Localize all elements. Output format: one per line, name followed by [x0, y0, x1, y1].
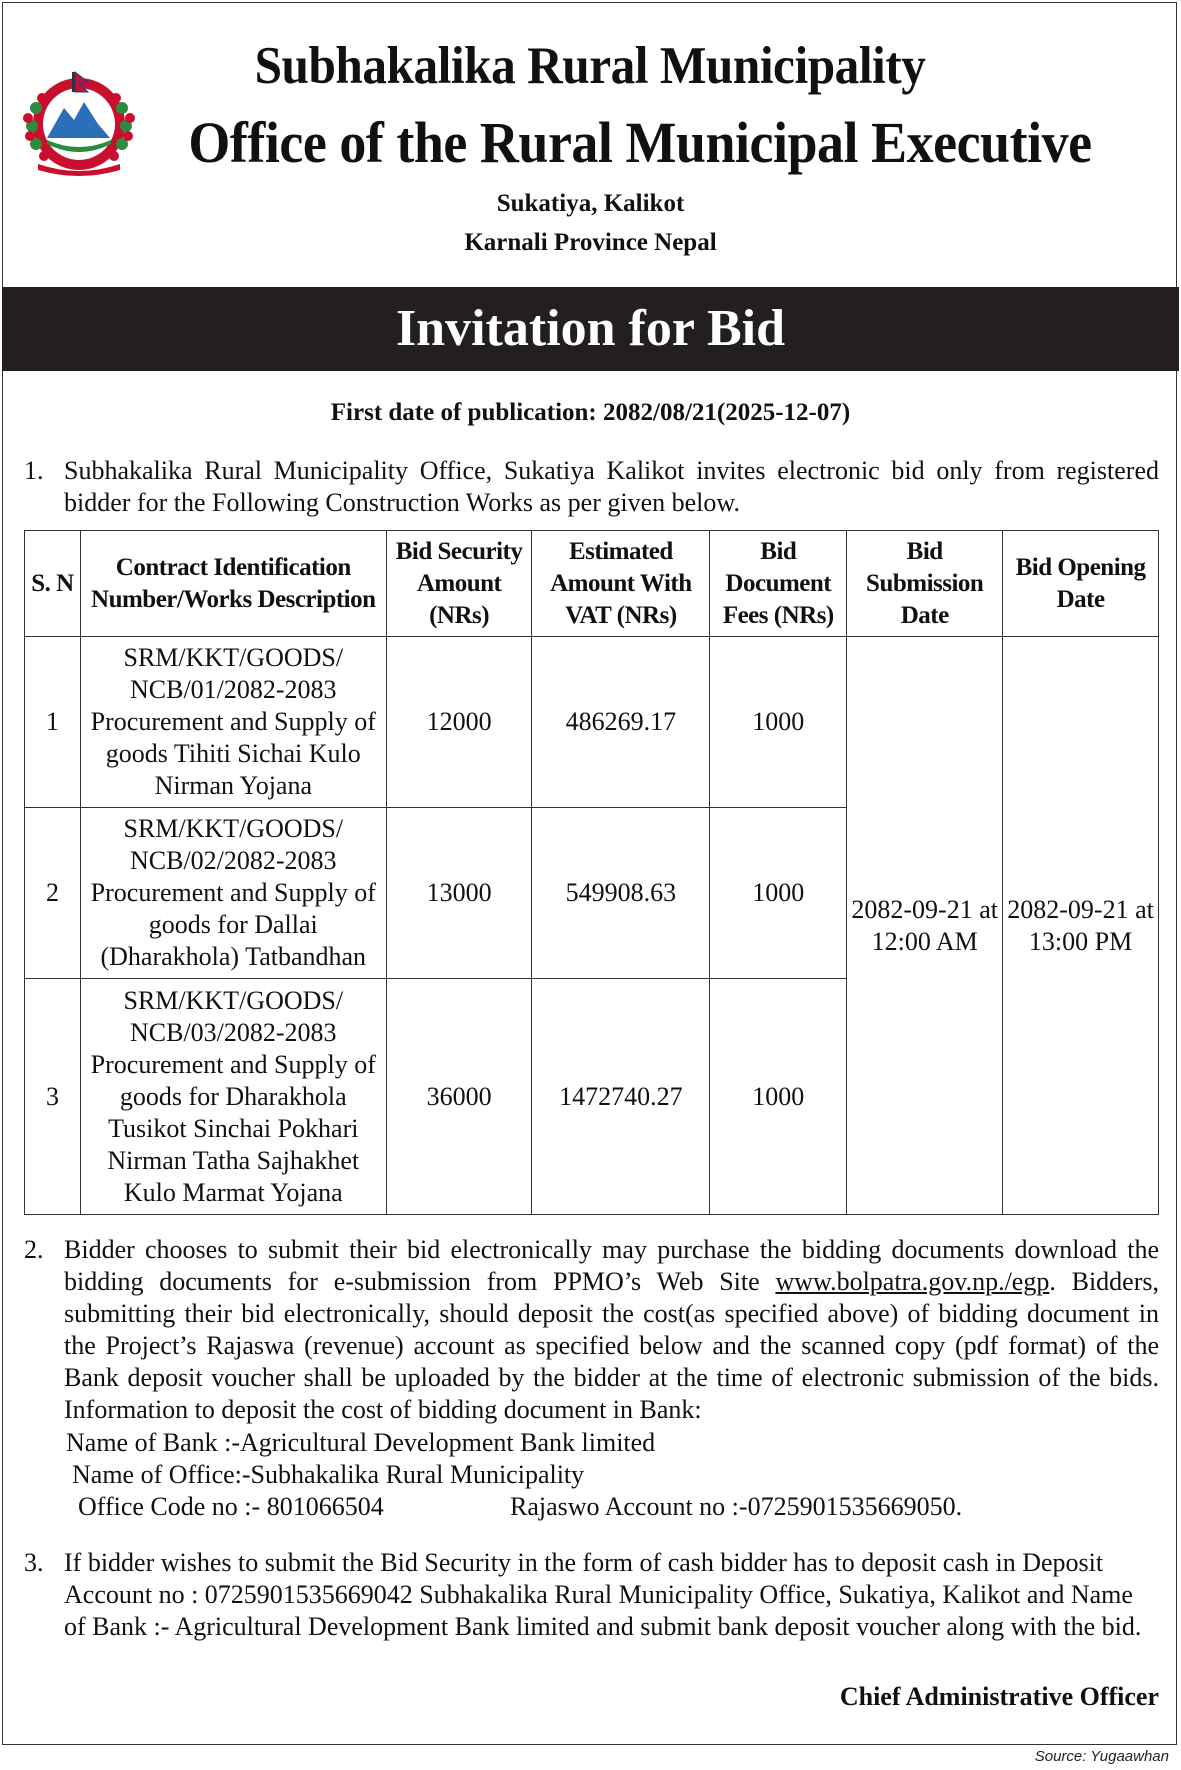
office-name: Office of the Rural Municipal Executive	[188, 110, 1092, 175]
paragraph-text	[64, 1234, 1159, 1426]
paragraph-number: 1.	[24, 456, 44, 485]
bid-table	[24, 530, 1159, 1215]
rajaswo-account: Rajaswo Account no :-0725901535669050.	[510, 1492, 963, 1521]
bolpatra-link[interactable]: www.bolpatra.gov.np./egp	[775, 1267, 1050, 1296]
table-row	[25, 637, 1159, 808]
column-header: S. N	[25, 531, 81, 637]
column-header: Estimated Amount With VAT (NRs)	[532, 531, 710, 637]
office-code: Office Code no :- 801066504	[78, 1492, 384, 1521]
bank-name: Name of Bank :-Agricultural Development Bank limited	[66, 1428, 656, 1457]
security-cell: 13000	[386, 808, 532, 979]
sn-cell: 1	[25, 637, 81, 808]
description-cell: SRM/KKT/GOODS/ NCB/02/2082-2083 Procurement and Supply of goods for Dallai (Dharakhola) Tatbandhan	[80, 808, 386, 979]
address-line-1: Sukatiya, Kalikot	[496, 190, 685, 217]
paragraph-text-part: . Bidders, submitting their bid electronically, should deposit the cost(as specified above) of bidding document in the Project’s Rajaswa (revenue) account as specified below and the scanned copy (pdf format) of the Bank deposit voucher shall be uploaded by the bidder at the time of electronic submission of the bids. Information to deposit the cost of bidding document in Bank:	[64, 1267, 1159, 1424]
signatory: Chief Administrative Officer	[839, 1682, 1159, 1711]
security-cell: 12000	[386, 637, 532, 808]
estimate-cell: 1472740.27	[532, 979, 710, 1215]
column-header: Bid Opening Date	[1003, 531, 1159, 637]
municipality-name: Subhakalika Rural Municipality	[254, 37, 926, 95]
source-credit: Source: Yugaawhan	[1034, 1748, 1169, 1765]
paragraph-number: 2.	[24, 1235, 44, 1264]
description-cell: SRM/KKT/GOODS/ NCB/03/2082-2083 Procurement and Supply of goods for Dharakhola Tusikot Sinchai Pokhari Nirman Tatha Sajhakhet Kulo Marmat Yojana	[80, 979, 386, 1215]
security-cell: 36000	[386, 979, 532, 1215]
estimate-cell: 549908.63	[532, 808, 710, 979]
submission-date-cell: 2082-09-21 at 12:00 AM	[847, 637, 1003, 1215]
sn-cell: 3	[25, 979, 81, 1215]
fee-cell: 1000	[710, 637, 847, 808]
column-header: Bid Document Fees (NRs)	[710, 531, 847, 637]
paragraph-text: Subhakalika Rural Municipality Office, Sukatiya Kalikot invites electronic bid only from registered bidder for the Following Construction Works as per given below.	[64, 456, 1159, 517]
fee-cell: 1000	[710, 979, 847, 1215]
office-name-line: Name of Office:-Subhakalika Rural Municipality	[72, 1460, 585, 1489]
table-header-row	[25, 531, 1159, 637]
paragraph-number: 3.	[24, 1548, 44, 1577]
address-line-2: Karnali Province Nepal	[464, 229, 717, 256]
paragraph-text-part: Bidder chooses to submit their bid electronically may purchase the bidding documents download the bidding documents for e-submission from PPMO’s Web Site	[64, 1235, 1159, 1296]
column-header: Bid Submission Date	[847, 531, 1003, 637]
paragraph-text: If bidder wishes to submit the Bid Security in the form of cash bidder has to deposit cash in Deposit Account no : 0725901535669042 Subhakalika Rural Municipality Office, Sukatiya, Kalikot and Name of Bank :- Agricultural Development Bank limited and submit bank deposit voucher along with the bid.	[64, 1548, 1142, 1641]
sn-cell: 2	[25, 808, 81, 979]
column-header: Bid Security Amount (NRs)	[386, 531, 532, 637]
opening-date-cell: 2082-09-21 at 13:00 PM	[1003, 637, 1159, 1215]
description-cell: SRM/KKT/GOODS/ NCB/01/2082-2083 Procurement and Supply of goods Tihiti Sichai Kulo Nirman Yojana	[80, 637, 386, 808]
estimate-cell: 486269.17	[532, 637, 710, 808]
column-header: Contract Identification Number/Works Description	[80, 531, 386, 637]
publication-date: First date of publication: 2082/08/21(2025-12-07)	[330, 399, 851, 426]
notice-title-banner: Invitation for Bid	[2, 287, 1179, 371]
fee-cell: 1000	[710, 808, 847, 979]
